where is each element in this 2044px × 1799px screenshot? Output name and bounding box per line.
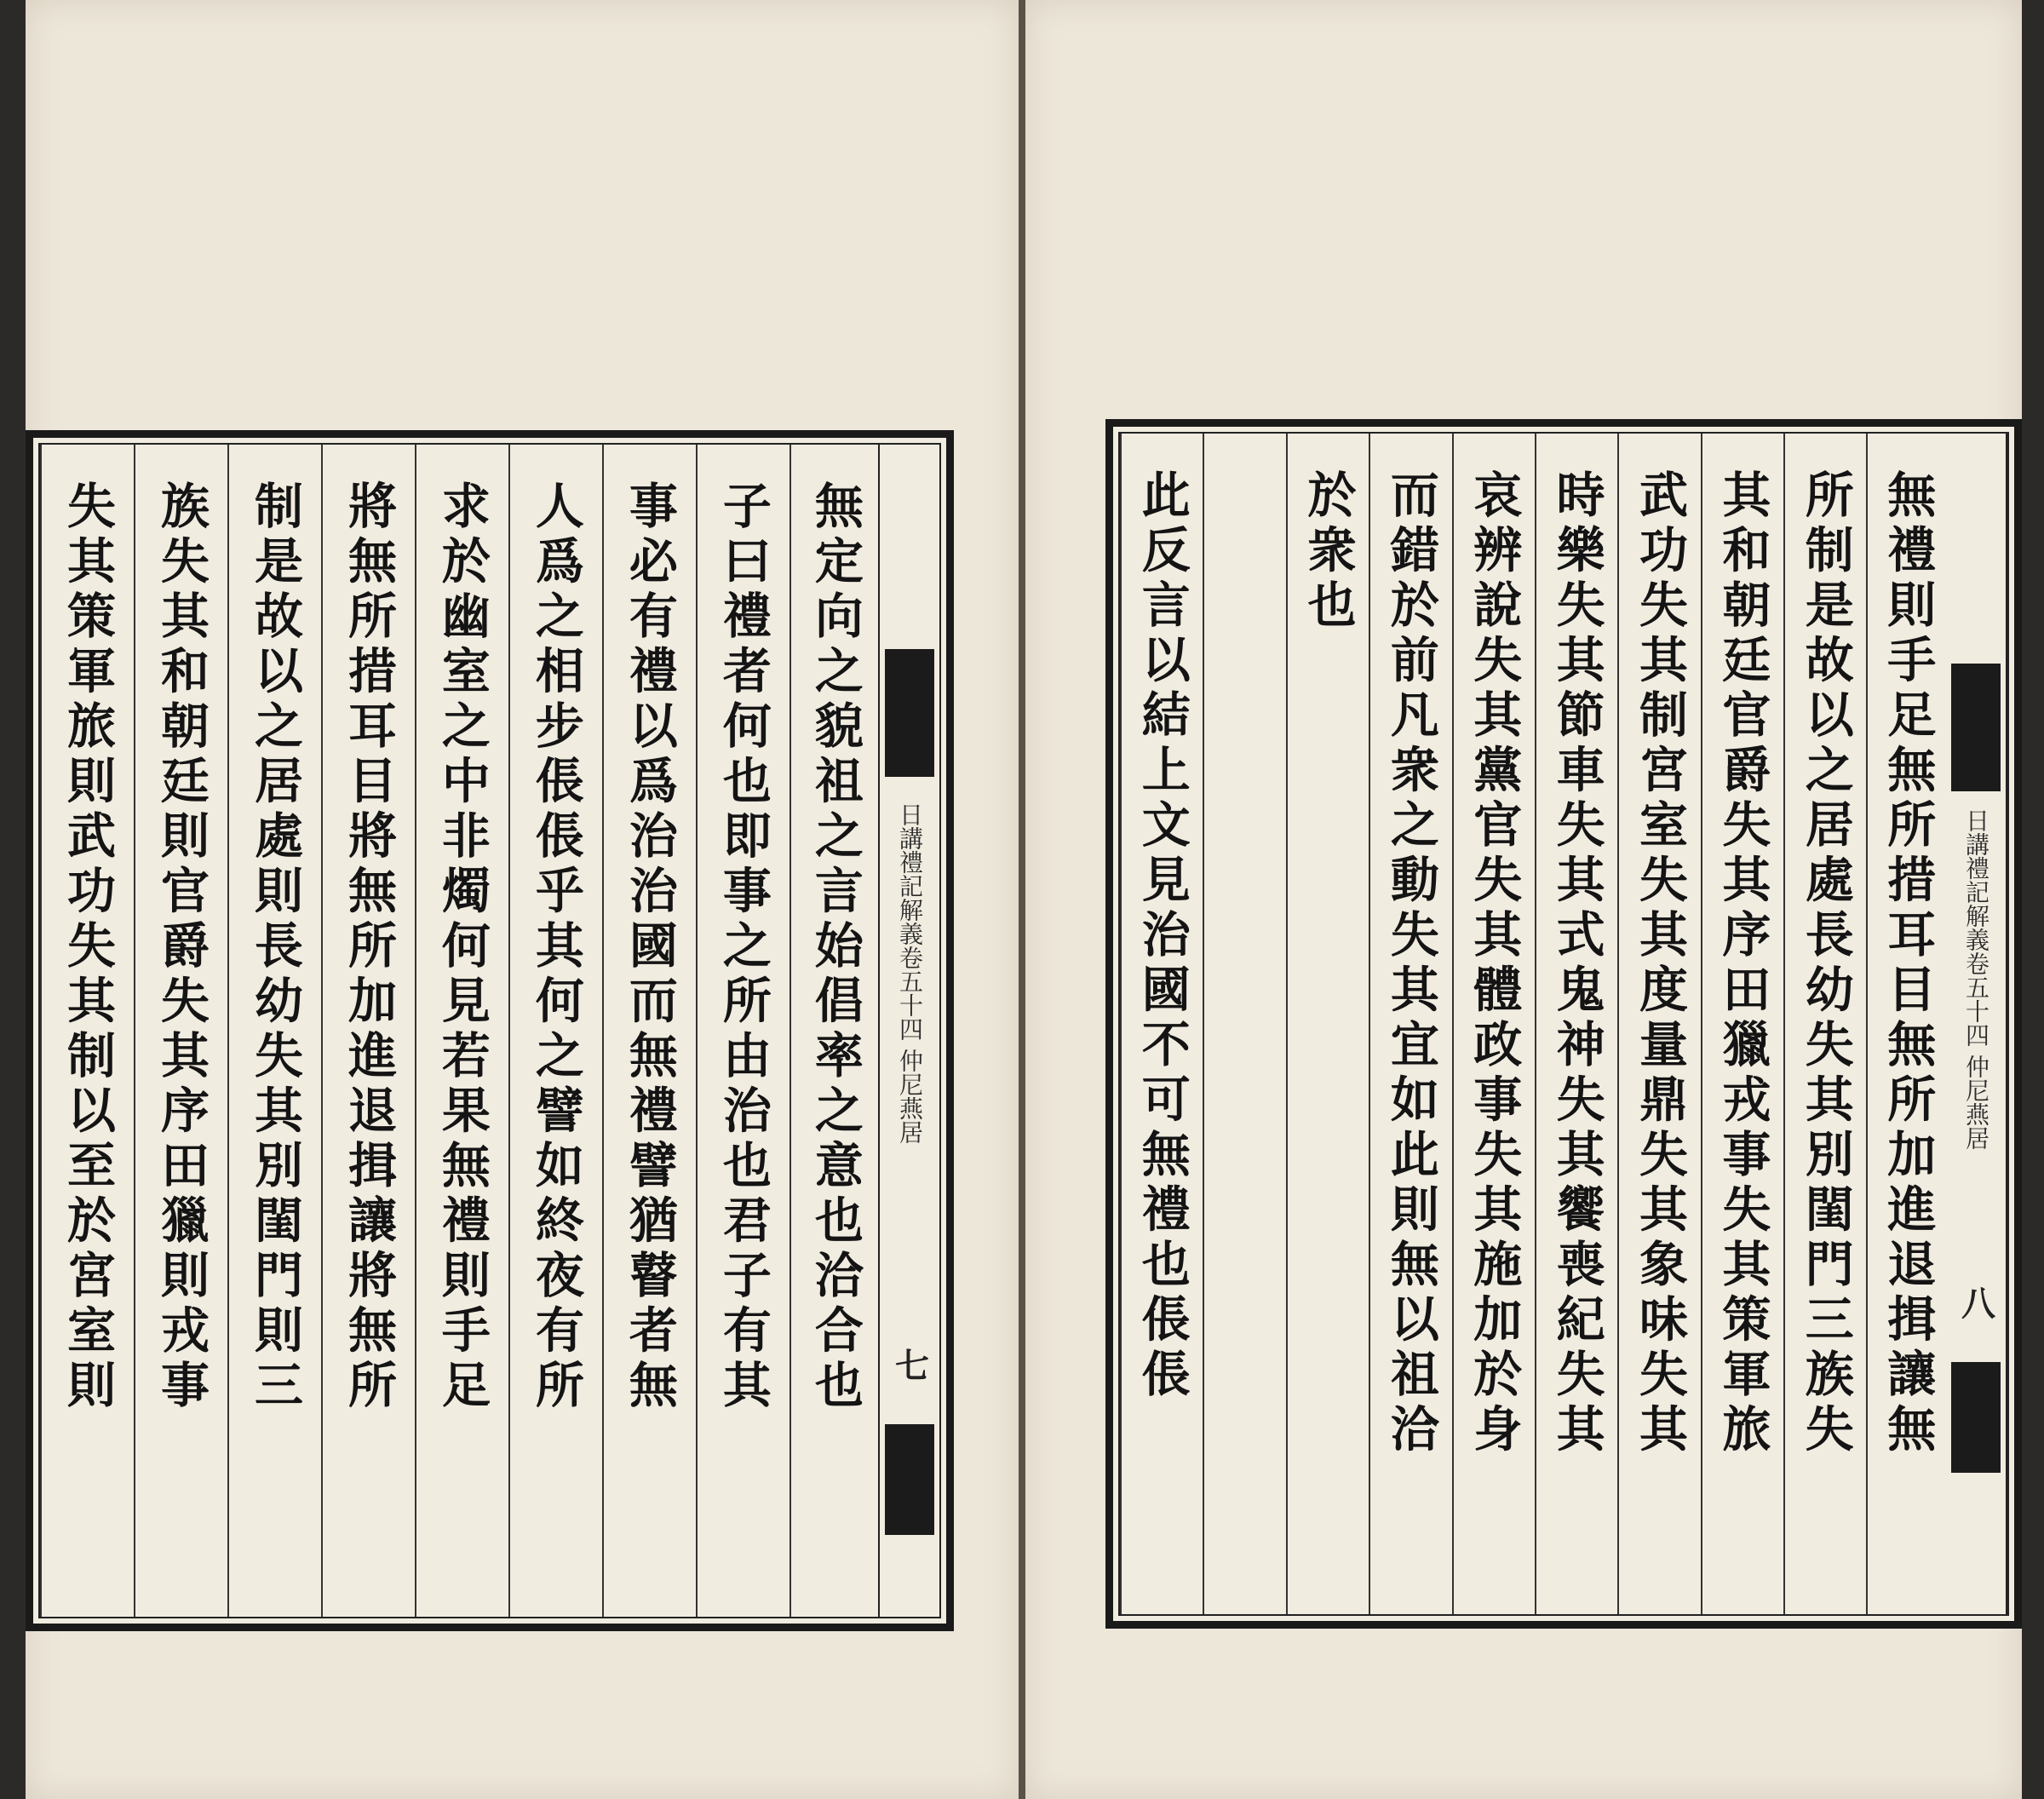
left-col-5 xyxy=(415,445,508,1617)
right-inner-border xyxy=(1118,432,2009,1616)
center-strip-title: 日講禮記解義卷五十四 仲尼燕居 xyxy=(896,802,924,1144)
left-col-6 xyxy=(508,445,602,1617)
right-col-blank xyxy=(1203,434,1285,1614)
left-col-text: 子曰禮者何也即事之所由治也君子有其 xyxy=(715,480,772,1415)
upper-fishtail xyxy=(885,649,934,777)
left-col-3 xyxy=(227,445,321,1617)
left-inner-border xyxy=(38,443,941,1618)
right-col-9 xyxy=(1120,434,1203,1614)
right-col-text: 此反言以結上文見治國不可無禮也倀倀 xyxy=(1134,469,1191,1404)
left-col-text: 人爲之相步倀倀乎其何之譬如終夜有所 xyxy=(527,480,585,1415)
right-col-text: 而錯於前凡衆之動失其宜如此則無以祖洽 xyxy=(1382,469,1440,1458)
right-col-text: 其和朝廷官爵失其序田獵戎事失其策軍旅 xyxy=(1714,469,1771,1458)
right-col-8 xyxy=(1286,434,1369,1614)
left-columns xyxy=(40,445,880,1617)
upper-fishtail xyxy=(1951,664,2001,791)
right-col-text: 無禮則手足無所措耳目無所加進退揖讓無 xyxy=(1879,469,1937,1458)
left-col-8 xyxy=(696,445,789,1617)
right-col-1 xyxy=(1866,434,1948,1614)
left-col-7 xyxy=(602,445,696,1617)
right-center-strip xyxy=(1946,434,2007,1614)
folio-number: 七 xyxy=(889,1348,930,1382)
left-col-text: 制是故以之居處則長幼失其別閨門則三 xyxy=(246,480,304,1415)
lower-fishtail xyxy=(1951,1362,2001,1473)
right-columns xyxy=(1120,434,1948,1614)
left-text-frame xyxy=(26,430,954,1631)
right-col-text: 哀辨說失其黨官失其體政事失其施加於身 xyxy=(1465,469,1523,1458)
left-col-text: 將無所措耳目將無所加進退揖讓將無所 xyxy=(340,480,398,1415)
left-col-text: 事必有禮以爲治治國而無禮譬猶瞽者無 xyxy=(621,480,679,1415)
book-gutter xyxy=(1019,0,1025,1799)
right-col-6 xyxy=(1452,434,1535,1614)
left-col-4 xyxy=(321,445,415,1617)
right-col-7 xyxy=(1369,434,1451,1614)
right-col-text: 武功失其制宮室失其度量鼎失其象味失其 xyxy=(1631,469,1689,1458)
left-center-strip xyxy=(878,445,939,1617)
left-col-text: 失其策軍旅則武功失其制以至於宮室則 xyxy=(59,480,117,1415)
right-col-2 xyxy=(1783,434,1866,1614)
center-strip-title: 日講禮記解義卷五十四 仲尼燕居 xyxy=(1962,808,1990,1150)
folio-number: 八 xyxy=(1955,1285,1996,1319)
right-text-frame xyxy=(1105,419,2022,1629)
lower-fishtail xyxy=(885,1424,934,1535)
right-col-3 xyxy=(1701,434,1783,1614)
left-col-1 xyxy=(40,445,134,1617)
left-col-text: 族失其和朝廷則官爵失其序田獵則戎事 xyxy=(152,480,210,1415)
right-col-text: 於衆也 xyxy=(1299,469,1357,635)
right-col-5 xyxy=(1535,434,1617,1614)
left-col-text: 無定向之貌祖之言始倡率之意也洽合也 xyxy=(807,480,864,1415)
left-col-2 xyxy=(134,445,227,1617)
right-col-text: 所制是故以之居處長幼失其別閨門三族失 xyxy=(1797,469,1855,1458)
right-col-4 xyxy=(1617,434,1700,1614)
left-col-text: 求於幽室之中非燭何見若果無禮則手足 xyxy=(433,480,491,1415)
left-col-9 xyxy=(789,445,880,1617)
right-col-text: 時樂失其節車失其式鬼神失其饗喪紀失其 xyxy=(1548,469,1606,1458)
